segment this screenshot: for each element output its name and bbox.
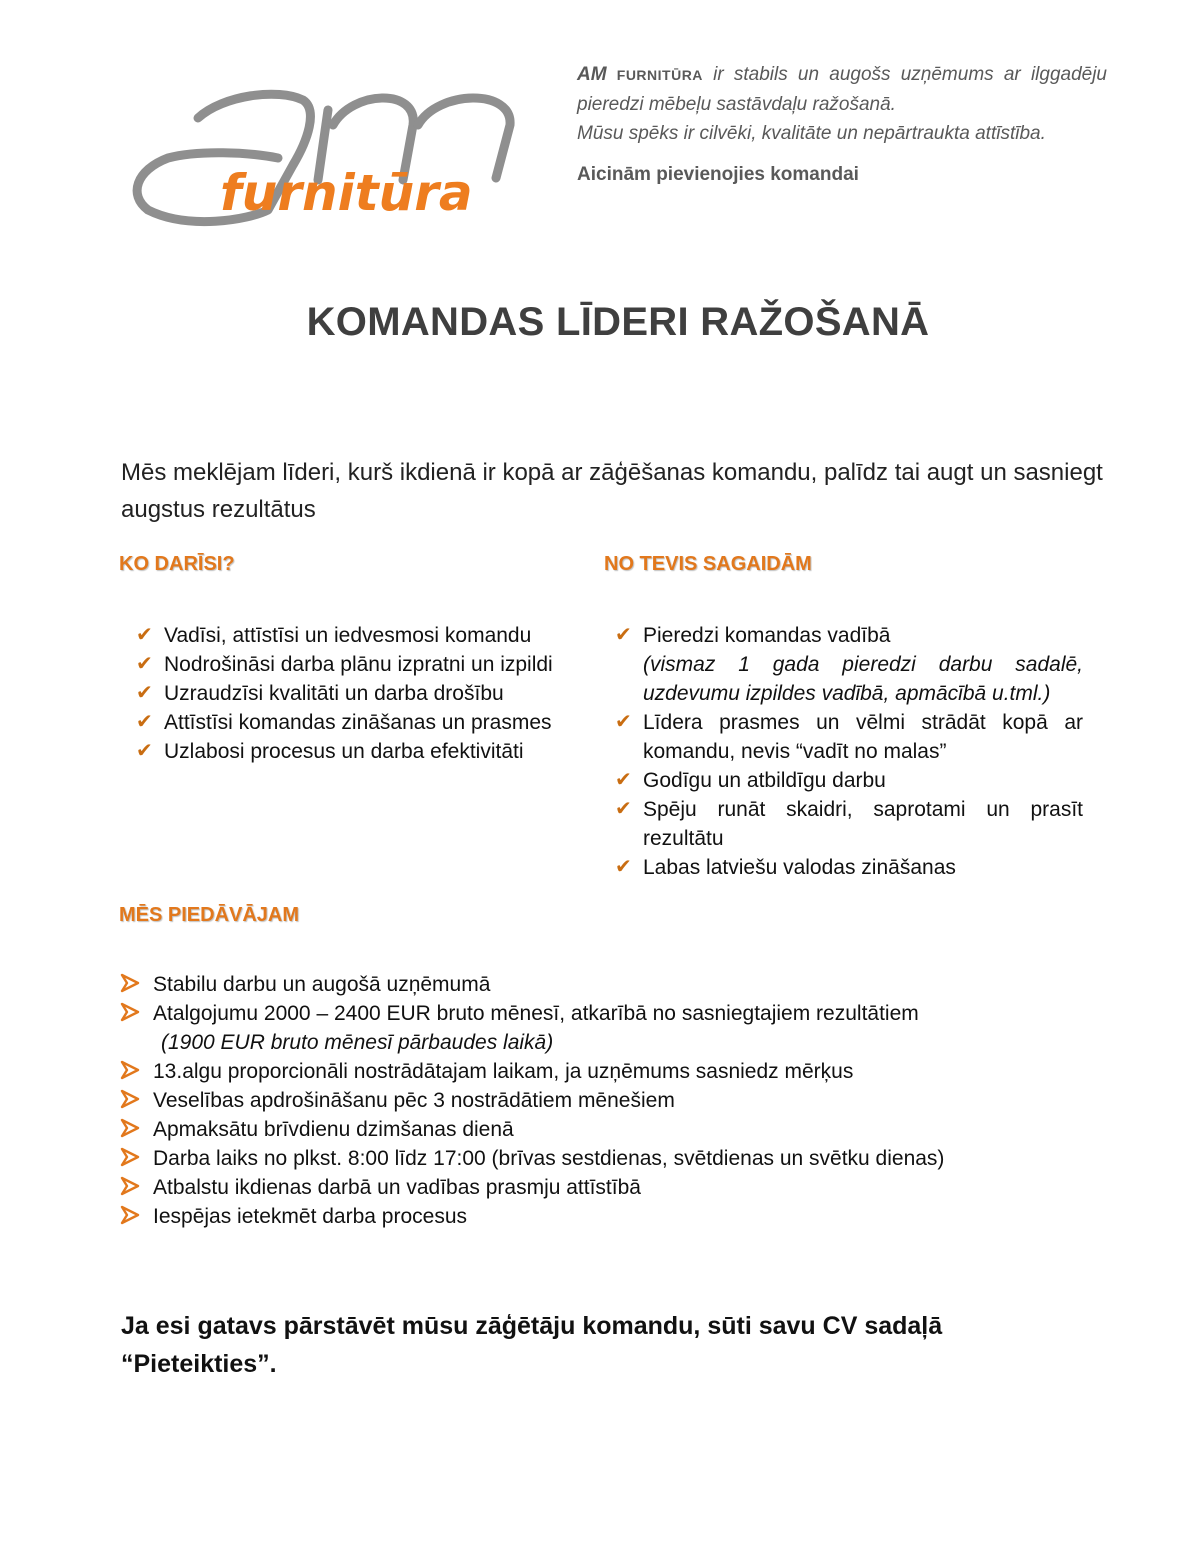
intro-line1: ir stabils un augošs uzņēmums ar ilggadēju pieredzi mēbeļu sastāvdaļu ražošanā. (577, 64, 1108, 115)
arrow-bullet-icon (120, 1204, 140, 1226)
offer-note: (1900 EUR bruto mēnesī pārbaudes laikā) (161, 1031, 554, 1054)
arrow-bullet-icon (120, 972, 140, 994)
checkmark-icon: ✔ (136, 740, 153, 762)
offer-text: Darba laiks no plkst. 8:00 līdz 17:00 (brīvas sestdienas, svētdienas un svētku dienas) (153, 1147, 945, 1170)
arrow-bullet-icon (120, 1088, 140, 1110)
requirement-item (607, 621, 1083, 708)
requirement-note: (vismaz 1 gada pieredzi darbu sadalē, uzdevumu izpildes vadībā, apmācībā u.tml.) (643, 653, 1083, 705)
lead-paragraph: Mēs meklējam līderi, kurš ikdienā ir kopā ar zāģēšanas komandu, palīdz tai augt un sasniegt augstus rezultātus (121, 459, 1103, 523)
requirement-text: Līdera prasmes un vēlmi strādāt kopā ar komandu, nevis “vadīt no malas” (643, 711, 1083, 763)
requirement-text: Godīgu un atbildīgu darbu (643, 769, 886, 792)
logo-wordmark: furnitūra (220, 164, 473, 222)
closing-call-to-action: Ja esi gatavs pārstāvēt mūsu zāģētāju komandu, sūti savu CV sadaļā “Pieteikties”. (121, 1312, 943, 1378)
company-logo (128, 70, 528, 245)
offer-text: Veselības apdrošināšanu pēc 3 nostrādātiem mēnešiem (153, 1089, 675, 1112)
offer-item (120, 970, 1100, 999)
checkmark-icon: ✔ (136, 682, 153, 704)
requirement-text: Pieredzi komandas vadībā (643, 624, 891, 647)
arrow-bullet-icon (120, 1146, 140, 1168)
offer-text: Apmaksātu brīvdienu dzimšanas dienā (153, 1118, 514, 1141)
intro-brand-am: AM (577, 64, 607, 85)
duty-item (128, 650, 588, 679)
requirement-item (607, 766, 1083, 795)
duty-item (128, 737, 588, 766)
requirement-item (607, 708, 1083, 766)
duties-heading: KO DARĪSI? (119, 553, 235, 575)
arrow-bullet-icon (120, 1175, 140, 1197)
offer-text: 13.algu proporcionāli nostrādātajam laikam, ja uzņēmums sasniedz mērķus (153, 1060, 854, 1083)
requirement-text: Labas latviešu valodas zināšanas (643, 856, 956, 879)
intro-brand-furnitura: FURNITŪRA (616, 67, 703, 83)
offer-item (120, 999, 1100, 1057)
requirements-list (607, 621, 1083, 882)
duty-text: Vadīsi, attīstīsi un iedvesmosi komandu (164, 624, 532, 647)
requirement-item (607, 853, 1083, 882)
checkmark-icon: ✔ (136, 624, 153, 646)
duties-list (128, 621, 588, 766)
arrow-bullet-icon (120, 1001, 140, 1023)
checkmark-icon: ✔ (615, 798, 632, 820)
checkmark-icon: ✔ (615, 624, 632, 646)
intro-line2: Mūsu spēks ir cilvēki, kvalitāte un nepārtraukta attīstība. (577, 123, 1046, 144)
offer-item (120, 1115, 1100, 1144)
offer-list (120, 970, 1100, 1231)
duty-item (128, 621, 588, 650)
offer-item (120, 1202, 1100, 1231)
arrow-bullet-icon (120, 1059, 140, 1081)
invite-text: Aicinām pievienojies komandai (577, 164, 859, 185)
requirements-heading: NO TEVIS SAGAIDĀM (604, 553, 812, 575)
requirement-text: Spēju runāt skaidri, saprotami un prasīt rezultātu (643, 798, 1083, 850)
offer-text: Atalgojumu 2000 – 2400 EUR bruto mēnesī, atkarībā no sasniegtajiem rezultātiem (153, 1002, 919, 1025)
offer-item (120, 1086, 1100, 1115)
intro-paragraph (577, 60, 1107, 119)
duty-text: Nodrošināsi darba plānu izpratni un izpildi (164, 653, 553, 676)
checkmark-icon: ✔ (136, 711, 153, 733)
offer-item (120, 1144, 1100, 1173)
offer-text: Iespējas ietekmēt darba procesus (153, 1205, 468, 1228)
offer-text: Atbalstu ikdienas darbā un vadības prasmju attīstībā (153, 1176, 641, 1199)
duty-text: Attīstīsi komandas zināšanas un prasmes (164, 711, 552, 734)
checkmark-icon: ✔ (615, 856, 632, 878)
company-intro (577, 60, 1107, 189)
checkmark-icon: ✔ (615, 711, 632, 733)
duty-text: Uzraudzīsi kvalitāti un darba drošību (164, 682, 504, 705)
requirement-item (607, 795, 1083, 853)
checkmark-icon: ✔ (615, 769, 632, 791)
offer-item (120, 1057, 1100, 1086)
arrow-bullet-icon (120, 1117, 140, 1139)
offer-item (120, 1173, 1100, 1202)
checkmark-icon: ✔ (136, 653, 153, 675)
duty-text: Uzlabosi procesus un darba efektivitāti (164, 740, 524, 763)
duty-item (128, 679, 588, 708)
offer-heading: MĒS PIEDĀVĀJAM (119, 904, 300, 926)
page-title: KOMANDAS LĪDERI RAŽOŠANĀ (306, 300, 930, 344)
duty-item (128, 708, 588, 737)
offer-text: Stabilu darbu un augošā uzņēmumā (153, 973, 491, 996)
